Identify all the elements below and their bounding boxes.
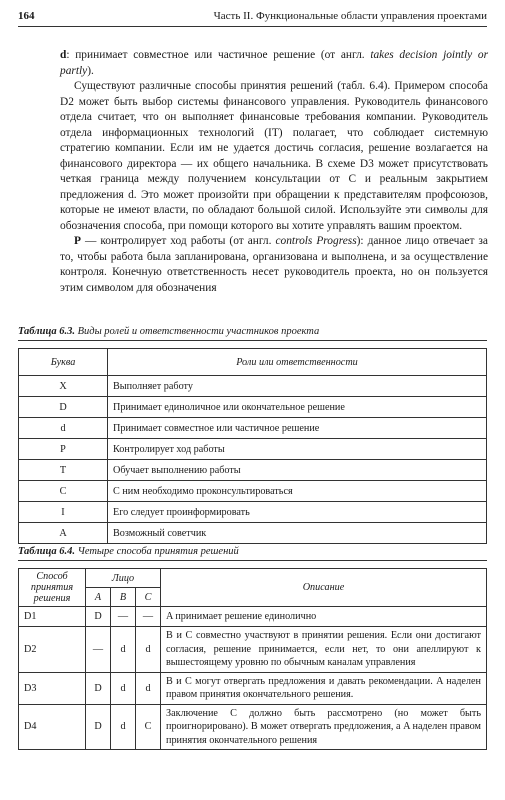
col-a-header: A [86, 588, 111, 607]
table2-caption [18, 546, 487, 557]
letter-cell: d [19, 418, 108, 439]
term-d: d [60, 49, 67, 61]
table-row [19, 523, 487, 544]
decisions-table [18, 568, 487, 750]
letter-cell: I [19, 502, 108, 523]
person-b-cell: d [111, 627, 136, 673]
method-cell: D3 [19, 672, 86, 704]
table2-label: Таблица 6.4. [18, 546, 75, 557]
table-row [19, 672, 487, 704]
table-row [19, 607, 487, 627]
table-row [19, 376, 487, 397]
table1-title: Виды ролей и ответственности участников проекта [77, 326, 320, 337]
table1-rule [18, 340, 487, 341]
letter-cell: D [19, 397, 108, 418]
description-cell: Заключение C должно быть рассмотрено (но может быть проигнорировано). B может отвергать предложения, а A наделен правом принятия окончательного решения [161, 704, 487, 750]
description-cell: B и C могут отвергать предложения и давать рекомендации. A наделен правом принятия окончательного решения. [161, 672, 487, 704]
description-cell: A принимает решение единолично [161, 607, 487, 627]
method-cell: D1 [19, 607, 86, 627]
roles-table [18, 348, 487, 544]
col-letter-header: Буква [19, 349, 108, 376]
paragraph-p-text: — контролирует ход работы (от англ. [80, 235, 276, 247]
paragraph-d-english: takes decision jointly or partly [60, 49, 489, 77]
paragraph-d-end: ). [87, 64, 94, 77]
col-b-header: B [111, 588, 136, 607]
letter-cell: C [19, 481, 108, 502]
person-a-cell: D [86, 607, 111, 627]
letter-cell: P [19, 439, 108, 460]
paragraph-main: Существуют различные способы принятия решений (табл. 6.4). Примером способа D2 может быть выбор системы финансового управления. Руководитель финансового отдела считает, что он выполняет финансовые требования компании. Руководитель отдела информационных технологий (IT) полагает, что соблюдает системную стратегию компании. Если им не удается достичь согласия, решение возлагается на финансового директора — их общего начальника. В схеме D3 может присутствовать четкая граница между получением консультации от C и реальным закрытием предложения d. Это может произойти при обращении к представителям профсоюзов, которые не имеют власти, по обладают большой силой. Используйте эти символы для обозначения способа, при помощи которого вы хотите управлять вашим проектом. [60, 80, 488, 232]
table-row [19, 627, 487, 673]
table-row [19, 481, 487, 502]
table-row [19, 502, 487, 523]
col-c-header: C [136, 588, 161, 607]
person-a-cell: — [86, 627, 111, 673]
role-cell: Возможный советчик [108, 523, 487, 544]
table-row [19, 397, 487, 418]
person-c-cell: — [136, 607, 161, 627]
letter-cell: T [19, 460, 108, 481]
body-text [60, 48, 488, 296]
person-c-cell: C [136, 704, 161, 750]
term-p: P [74, 235, 81, 247]
person-a-cell: D [86, 672, 111, 704]
person-b-cell: d [111, 704, 136, 750]
paragraph-d-text: : принимает совместное или частичное решение (от англ. [66, 49, 371, 61]
role-cell: Принимает совместное или частичное решение [108, 418, 487, 439]
person-c-cell: d [136, 672, 161, 704]
letter-cell: A [19, 523, 108, 544]
role-cell: Обучает выполнению работы [108, 460, 487, 481]
table-row [19, 704, 487, 750]
person-b-cell: — [111, 607, 136, 627]
role-cell: С ним необходимо проконсультироваться [108, 481, 487, 502]
col-person-header: Лицо [86, 569, 161, 588]
table-row [19, 439, 487, 460]
letter-cell: X [19, 376, 108, 397]
person-c-cell: d [136, 627, 161, 673]
table-row [19, 460, 487, 481]
person-b-cell: d [111, 672, 136, 704]
paragraph-p-end: ): данное лицо отвечает за то, чтобы работа была запланирована, организована и выполнена, и за осуществление контроля. Конечную ответственность несет руководитель проекта, но он пользуется этим символом для обозначения [60, 235, 488, 294]
role-cell: Контролирует ход работы [108, 439, 487, 460]
table1-label: Таблица 6.3. [18, 326, 75, 337]
table1-caption [18, 326, 487, 337]
running-header [18, 10, 487, 27]
page-number: 164 [18, 10, 35, 22]
table-row [19, 418, 487, 439]
method-cell: D4 [19, 704, 86, 750]
person-a-cell: D [86, 704, 111, 750]
role-cell: Выполняет работу [108, 376, 487, 397]
chapter-title: Часть II. Функциональные области управления проектами [213, 10, 487, 22]
table2-title: Четыре способа принятия решений [77, 546, 239, 557]
col-method-header: Способ принятия решения [19, 569, 86, 607]
paragraph-d [60, 48, 488, 79]
col-role-header: Роли или ответственности [108, 349, 487, 376]
role-cell: Его следует проинформировать [108, 502, 487, 523]
col-desc-header: Описание [161, 569, 487, 607]
paragraph-p [60, 234, 488, 296]
paragraph-p-english: controls Progress [275, 235, 357, 247]
description-cell: B и C совместно участвуют в принятии решения. Если они достигают согласия, решение принимается, если нет, то они апеллируют к вышестоящему уровню по обычным каналам управления [161, 627, 487, 673]
method-cell: D2 [19, 627, 86, 673]
role-cell: Принимает единоличное или окончательное решение [108, 397, 487, 418]
table2-rule [18, 560, 487, 561]
